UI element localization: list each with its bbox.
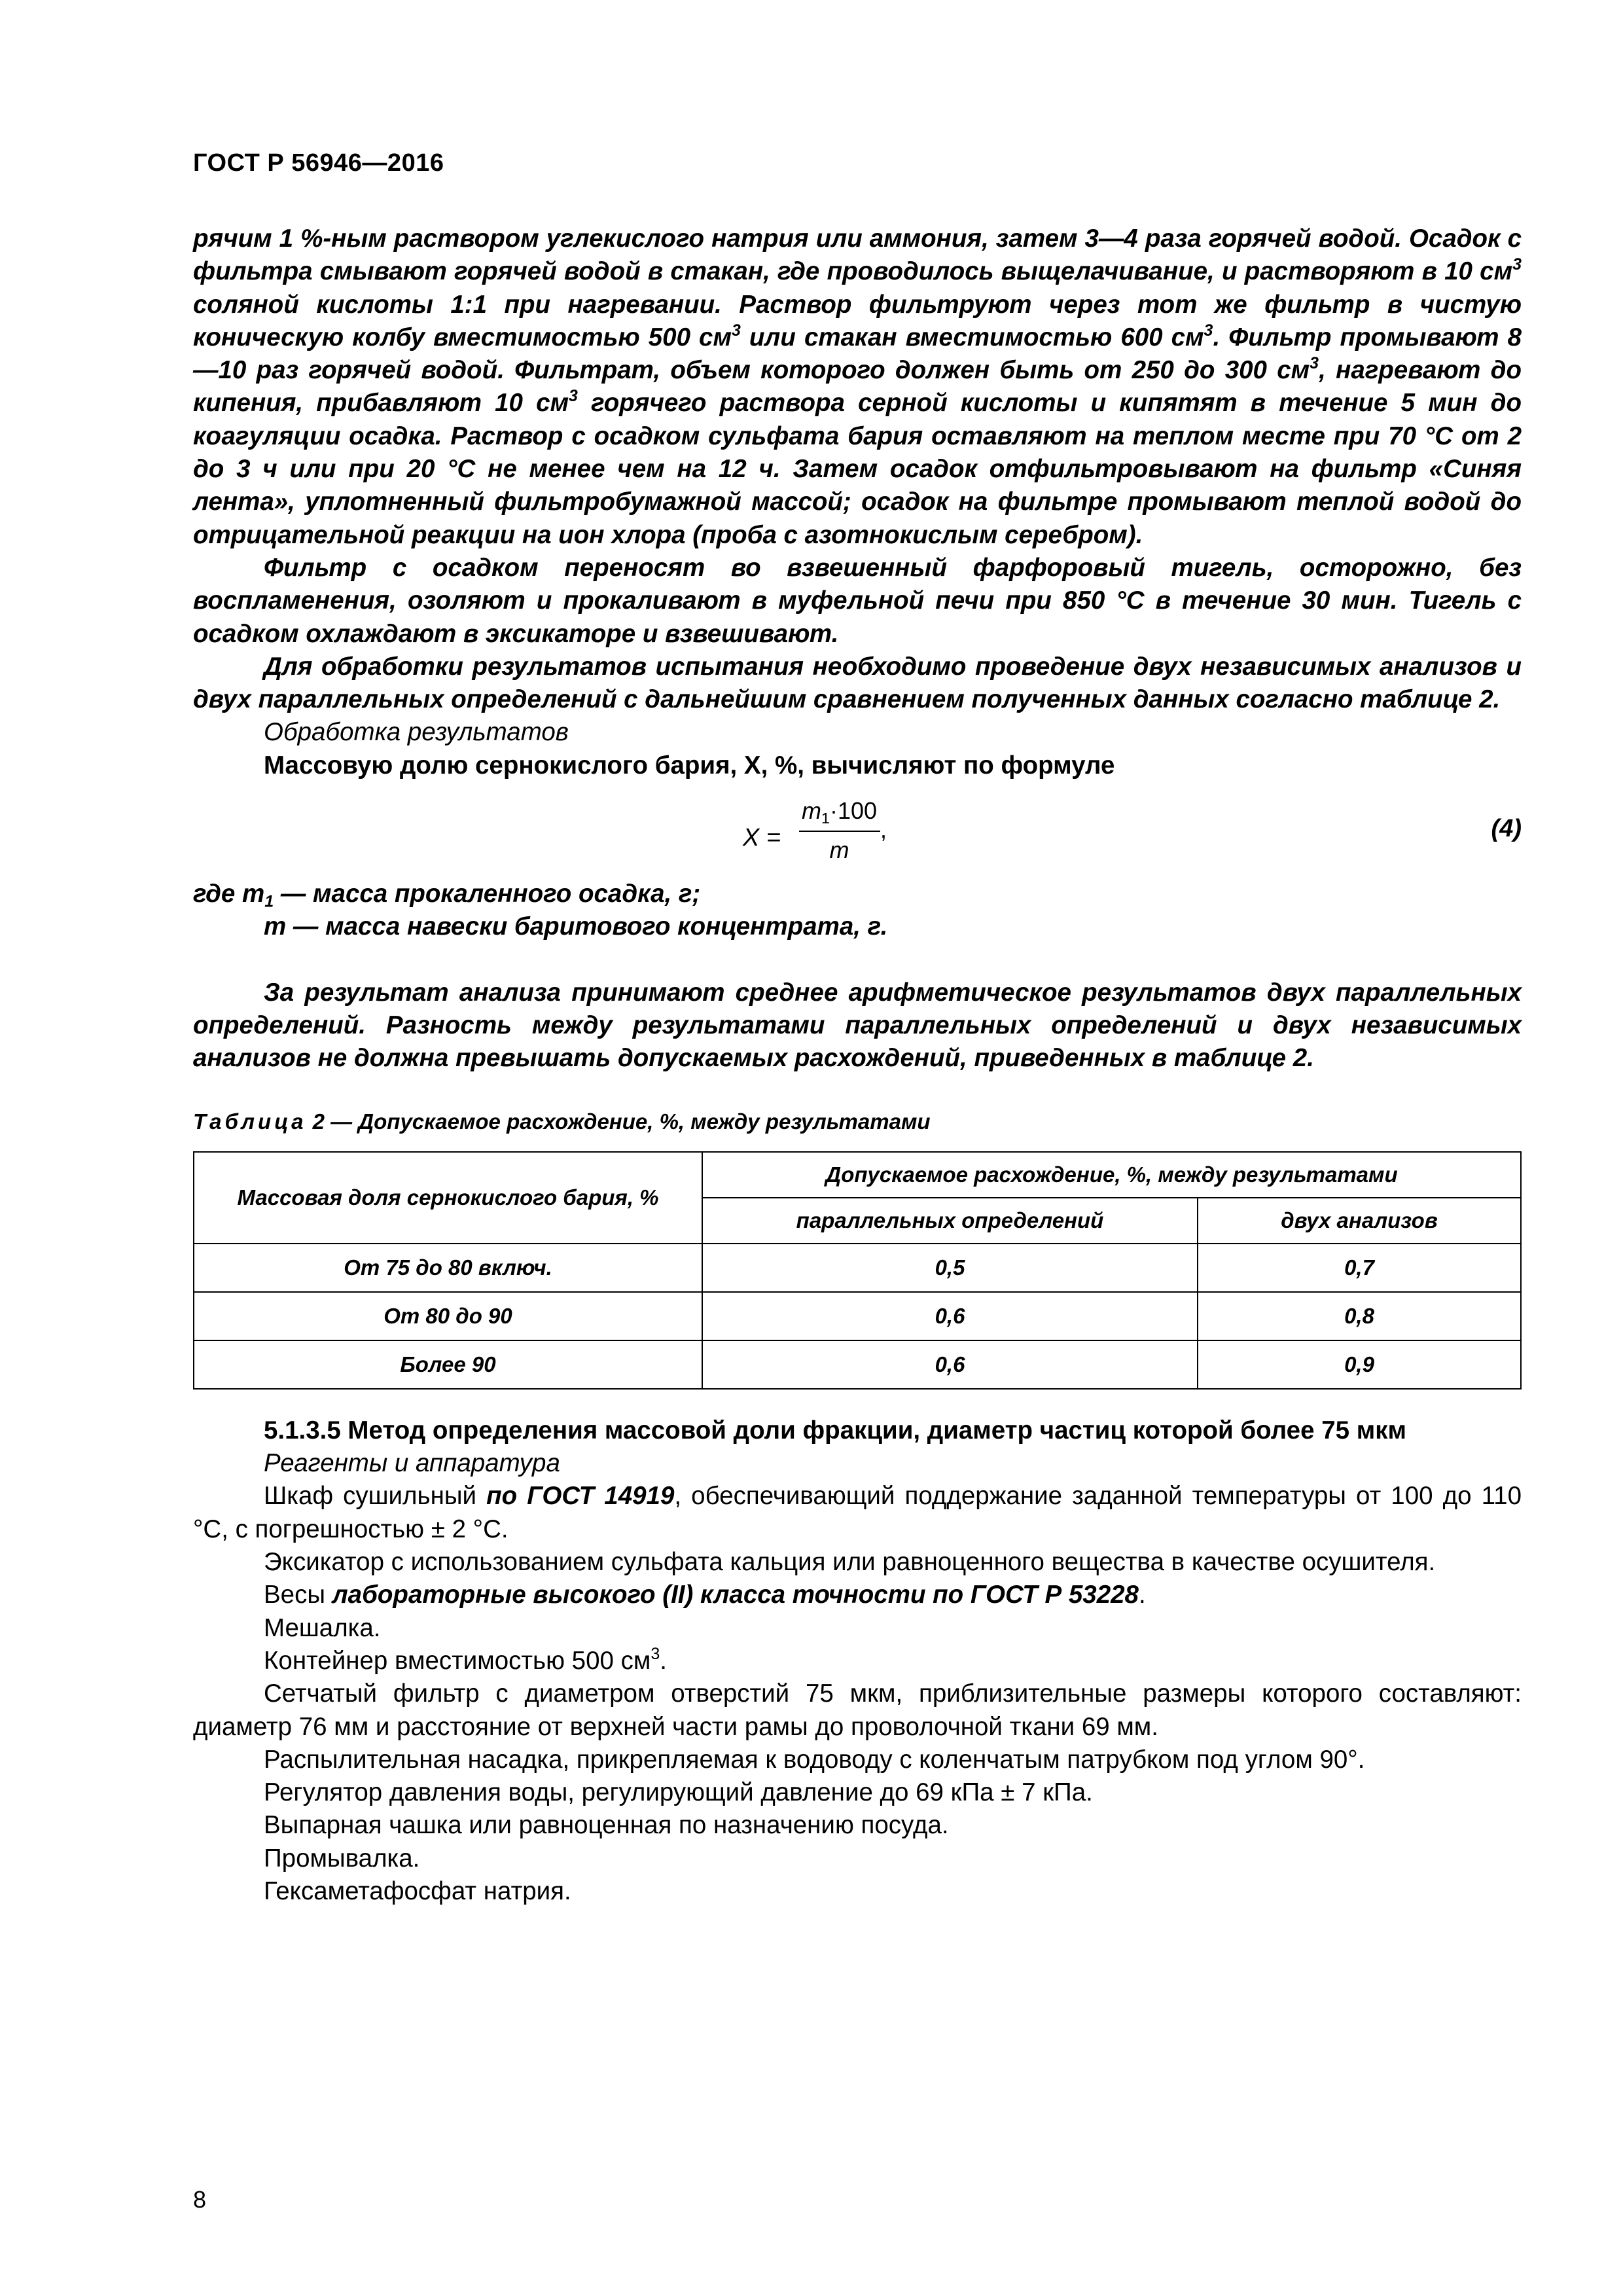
header-mass-fraction: Массовая доля сернокислого бария, %: [194, 1152, 702, 1244]
text-run: рячим 1 %-ным раствором углекислого натрия или аммония, затем 3—4 раза горячей водой. Осадок с фильтра смывают горячей водой в стакан, где проводилось выщелачивание, и растворяют в 10 см: [193, 224, 1522, 286]
paragraph-processing-note: Для обработки результатов испытания необходимо проведение двух независимых анализов и двух параллельных определений с дальнейшим сравнением полученных данных согласно таблице 2.: [193, 652, 1522, 714]
cell-parallel: 0,6: [702, 1292, 1198, 1340]
paragraph-ignition: Фильтр с осадком переносят во взвешенный фарфоровый тигель, осторожно, без воспламенения, озоляют и прокаливают в муфельной печи при 850 °С в течение 30 мин. Тигель с осадком охлаждают в эксикаторе и взвешивают.: [193, 553, 1522, 648]
formula-comma: ,: [880, 816, 887, 844]
table-row: [194, 1244, 1521, 1292]
paragraph-result: За результат анализа принимают среднее арифметическое результатов двух параллельных определений. Разность между результатами параллельных определений и двух независимых анализов не должна превышать допускаемых расхождений, приведенных в таблице 2.: [193, 978, 1522, 1073]
fraction-bar: [799, 831, 880, 832]
formula-lhs: X =: [743, 824, 781, 852]
var-m: m: [801, 797, 821, 825]
formula-numerator: [795, 797, 883, 825]
list-item: Гексаметафосфат натрия.: [264, 1876, 571, 1905]
text-run: .: [1138, 1581, 1146, 1609]
subheading-processing: Обработка результатов: [264, 718, 569, 747]
text-run: горячего раствора серной кислоты и кипятят в течение 5 мин до коагуляции осадка. Раствор с осадком сульфата бария оставляют на теплом месте при 70 °С от 2 до 3 ч или при 20 °С не менее чем на 12 ч. Затем осадок отфильтровывают на фильтр «Синяя лента», уплотненный фильтробумажной массой; осадок на фильтре промывают теплой водой до отрицательной реакции на ион хлора (проба с азотнокислым серебром).: [193, 389, 1522, 549]
table-row: [194, 1340, 1521, 1389]
text-run: , обеспечивающий поддержание заданной температуры от 100 до 110 °С, с погрешностью ± 2 °С.: [193, 1482, 1522, 1543]
list-item: Мешалка.: [264, 1613, 381, 1642]
text-run: Шкаф сушильный: [264, 1482, 487, 1511]
cell-parallel: 0,5: [702, 1244, 1198, 1292]
list-item: Распылительная насадка, прикрепляемая к водоводу с коленчатым патрубком под углом 90°.: [264, 1745, 1365, 1774]
subscript: 1: [264, 892, 274, 911]
cell-parallel: 0,6: [702, 1340, 1198, 1389]
list-item: Сетчатый фильтр с диаметром отверстий 75 мкм, приблизительные размеры которого составляют: диаметр 76 мм и расстояние от верхней части рамы до проволочной ткани 69 мм.: [193, 1679, 1522, 1741]
superscript: 3: [651, 1644, 660, 1663]
section-subheading: Реагенты и аппаратура: [264, 1449, 560, 1478]
header-analyses: двух анализов: [1198, 1198, 1521, 1244]
table-2: [193, 1151, 1522, 1390]
document-header: ГОСТ Р 56946—2016: [193, 149, 444, 177]
cell-range: От 80 до 90: [194, 1292, 702, 1340]
cell-analyses: 0,7: [1198, 1244, 1521, 1292]
cell-range: Более 90: [194, 1340, 702, 1389]
formula-number: (4): [1491, 815, 1522, 843]
caption-label: Таблица: [193, 1109, 307, 1134]
table-header-row: [194, 1152, 1521, 1198]
page-content: [193, 223, 1522, 1908]
formula-denominator: m: [829, 836, 849, 864]
text-run: или стакан вместимостью 600 см: [740, 323, 1204, 351]
numerator-rest: ·100: [829, 797, 878, 825]
reference-gost: по ГОСТ 14919: [486, 1482, 675, 1511]
table-caption: [193, 1105, 1522, 1138]
superscript: 3: [1512, 255, 1522, 274]
paragraph-procedure: [193, 223, 1522, 552]
page-number: 8: [193, 2186, 207, 2213]
where-line-1: [193, 878, 1522, 910]
superscript: 3: [569, 387, 578, 406]
text-run: где m: [193, 880, 265, 908]
cell-analyses: 0,8: [1198, 1292, 1521, 1340]
subscript: 1: [821, 810, 830, 827]
text-run: . Фильтр промывают 8—10 раз горячей водой. Фильтрат, объем которого должен быть от 250 до 300 см: [193, 323, 1522, 385]
superscript: 3: [1204, 321, 1213, 340]
text-run: — масса прокаленного осадка, г;: [274, 880, 701, 908]
text-run: Контейнер вместимостью 500 см: [264, 1646, 651, 1675]
text-run: .: [660, 1646, 667, 1675]
table-row: [194, 1292, 1521, 1340]
caption-text: 2 — Допускаемое расхождение, %, между результатами: [306, 1109, 931, 1134]
where-line-2: m — масса навески баритового концентрата, г.: [264, 912, 888, 941]
paragraph-formula-intro: Массовую долю сернокислого бария, Х, %, вычисляют по формуле: [264, 751, 1115, 780]
list-item: [193, 1579, 1522, 1611]
section-heading: 5.1.3.5 Метод определения массовой доли фракции, диаметр частиц которой более 75 мкм: [264, 1416, 1406, 1444]
reference-gost: лабораторные высокого (II) класса точности по ГОСТ Р 53228: [332, 1581, 1139, 1609]
list-item: Эксикатор с использованием сульфата кальция или равноценного вещества в качестве осушителя.: [264, 1548, 1436, 1577]
list-item: [193, 1645, 1522, 1677]
formula-4: [193, 797, 1522, 874]
header-group: Допускаемое расхождение, %, между результатами: [702, 1152, 1521, 1198]
superscript: 3: [731, 321, 741, 340]
list-item: Регулятор давления воды, регулирующий давление до 69 кПа ± 7 кПа.: [264, 1778, 1093, 1807]
cell-range: От 75 до 80 включ.: [194, 1244, 702, 1292]
text-run: , нагревают до кипения, прибавляют 10 см: [193, 356, 1522, 418]
list-item: Промывалка.: [264, 1844, 420, 1873]
header-parallel: параллельных определений: [702, 1198, 1198, 1244]
text-run: соляной кислоты 1:1 при нагревании. Раствор фильтруют через тот же фильтр в чистую коническую колбу вместимостью 500 см: [193, 290, 1522, 351]
text-run: Весы: [264, 1581, 332, 1609]
list-item: Выпарная чашка или равноценная по назначению посуда.: [264, 1811, 949, 1840]
cell-analyses: 0,9: [1198, 1340, 1521, 1389]
list-item: [193, 1480, 1522, 1546]
superscript: 3: [1310, 354, 1319, 373]
